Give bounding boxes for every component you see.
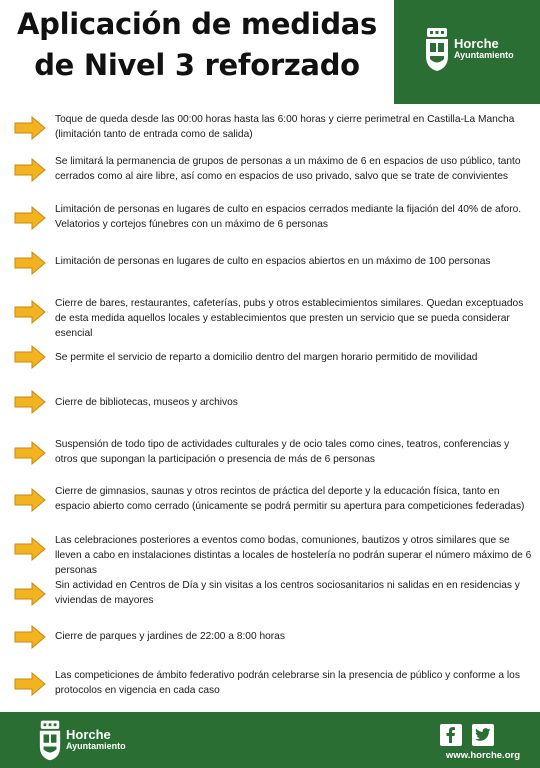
twitter-icon[interactable] (472, 724, 494, 746)
footer (0, 712, 540, 768)
measure-text: Se limitará la permanencia de grupos de personas a un máximo de 6 en espacios de uso público, tanto cerrados como al aire libre, así como en espacios de uso privado, salvo que se trate de convivientes (55, 156, 521, 182)
arrow-right-icon (14, 537, 46, 561)
measure-text: Las celebraciones posteriores a eventos como bodas, comuniones, bautizos y otros similares que se lleven a cabo en instalaciones distintas a locales de hostelería no podrán superar el número máximo de 6 personas (55, 535, 532, 576)
arrow-right-icon (14, 672, 46, 696)
measure-text: Suspensión de todo tipo de actividades culturales y de ocio tales como cines, teatros, conferencias y otros que supongan la participación o presencia de más de 6 personas (55, 439, 510, 465)
brand-subtitle: Ayuntamiento (454, 50, 514, 61)
arrow-right-icon (14, 251, 46, 275)
logo-panel (394, 0, 540, 104)
crest-icon (38, 718, 62, 762)
measure-text: Cierre de bibliotecas, museos y archivos (55, 397, 238, 408)
facebook-icon[interactable] (440, 724, 462, 746)
website-link[interactable]: www.horche.org (445, 750, 520, 761)
measure-text: Cierre de gimnasios, saunas y otros recintos de práctica del deporte y la educación física, tanto en espacio abierto como cerrado (únicamente se podrá permitir su apertura para competiciones federadas) (55, 486, 525, 512)
measure-text: Limitación de personas en lugares de culto en espacios abiertos en un máximo de 100 personas (55, 256, 491, 267)
measure-text: Toque de queda desde las 00:00 horas hasta las 6:00 horas y cierre perimetral en Castilla-La Mancha (limitación tanto de entrada como de salida) (55, 114, 515, 140)
arrow-right-icon (14, 300, 46, 324)
arrow-right-icon (14, 390, 46, 414)
arrow-right-icon (14, 116, 46, 140)
horche-logo (424, 26, 514, 72)
arrow-right-icon (14, 582, 46, 606)
brand-name: Horche (454, 35, 499, 51)
crest-icon (424, 26, 450, 72)
brand-name: Horche (66, 726, 111, 742)
measure-text: Las competiciones de ámbito federativo podrán celebrarse sin la presencia de público y conforme a los protocolos en vigencia en cada caso (55, 670, 520, 696)
arrow-right-icon (14, 345, 46, 369)
arrow-right-icon (14, 625, 46, 649)
brand-subtitle: Ayuntamiento (66, 741, 126, 752)
social-links (440, 724, 494, 746)
page-title (0, 4, 394, 86)
measure-text: Cierre de bares, restaurantes, cafeterías, pubs y otros establecimientos similares. Quedan exceptuados de esta medida aquellos locales y establecimientos que presten un servicio que se pueda considerar esencial (55, 298, 524, 339)
arrow-right-icon (14, 206, 46, 230)
measure-text: Cierre de parques y jardines de 22:00 a 8:00 horas (55, 631, 285, 642)
horche-logo-footer (38, 718, 126, 762)
measures-list (0, 104, 540, 712)
title-line-2: de Nivel 3 reforzado (34, 48, 360, 82)
arrow-right-icon (14, 441, 46, 465)
arrow-right-icon (14, 158, 46, 182)
title-line-1: Aplicación de medidas (16, 7, 378, 41)
arrow-right-icon (14, 488, 46, 512)
measure-text: Sin actividad en Centros de Día y sin visitas a los centros sociosanitarios ni salidas en en residencias y viviendas de mayores (55, 580, 520, 606)
measure-text: Limitación de personas en lugares de culto en espacios cerrados mediante la fijación del 40% de aforo. Velatorios y cortejos fúnebres con un máximo de 6 personas (55, 204, 522, 230)
measure-text: Se permite el servicio de reparto a domicilio dentro del margen horario permitido de movilidad (55, 352, 478, 363)
header (0, 0, 540, 104)
